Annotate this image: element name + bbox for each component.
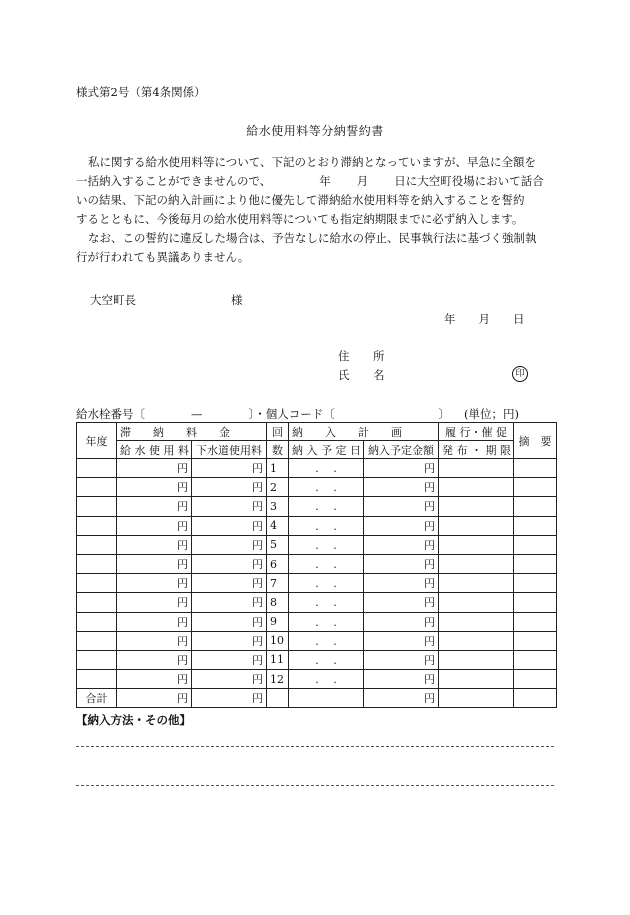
name-label: 氏 名 (338, 368, 391, 382)
table-header-row-1 (77, 423, 557, 441)
remarks-cell[interactable] (514, 631, 557, 650)
header-count-bottom: 数 (267, 441, 289, 459)
scheduled-date-cell[interactable]: . . (289, 535, 364, 554)
scheduled-date-cell[interactable]: . . (289, 554, 364, 573)
header-arrears: 滞 納 料 金 (117, 423, 267, 441)
scheduled-amount-cell[interactable]: 円 (364, 631, 439, 650)
performance-cell[interactable] (439, 670, 514, 689)
table-row (77, 478, 557, 497)
water-fee-cell[interactable]: 円 (117, 574, 192, 593)
sewer-fee-cell[interactable]: 円 (192, 478, 267, 497)
sewer-fee-cell[interactable]: 円 (192, 554, 267, 573)
seal-mark: 印 (512, 366, 528, 382)
pledge-line-3: いの結果、下記の納入計画により他に優先して滞納給水使用料等を納入することを誓約 (76, 193, 525, 207)
payment-method-heading: 【納入方法・その他】 (76, 713, 191, 727)
water-fee-cell[interactable]: 円 (117, 459, 192, 478)
header-scheduled-date: 納 入 予 定 日 (289, 441, 364, 459)
header-scheduled-amount: 納入予定金額 (364, 441, 439, 459)
pledge-line-2: 一括納入することができませんので、 年 月 日に大空町役場において話合 (76, 174, 544, 188)
performance-cell[interactable] (439, 650, 514, 669)
dotted-line-2[interactable] (76, 785, 554, 786)
year-cell[interactable] (77, 612, 117, 631)
remarks-cell[interactable] (514, 670, 557, 689)
water-fee-cell[interactable]: 円 (117, 612, 192, 631)
scheduled-amount-cell[interactable]: 円 (364, 650, 439, 669)
performance-cell[interactable] (439, 516, 514, 535)
table-row (77, 574, 557, 593)
scheduled-date-cell[interactable]: . . (289, 459, 364, 478)
water-fee-cell[interactable]: 円 (117, 535, 192, 554)
total-performance-cell (439, 689, 514, 708)
water-fee-cell[interactable]: 円 (117, 631, 192, 650)
total-water-fee[interactable]: 円 (117, 689, 192, 708)
header-sewer-fee: 下水道使用料 (192, 441, 267, 459)
installment-number: 8 (267, 593, 289, 612)
table-row (77, 631, 557, 650)
water-fee-cell[interactable]: 円 (117, 650, 192, 669)
scheduled-amount-cell[interactable]: 円 (364, 593, 439, 612)
remarks-cell[interactable] (514, 650, 557, 669)
scheduled-amount-cell[interactable]: 円 (364, 612, 439, 631)
sewer-fee-cell[interactable]: 円 (192, 459, 267, 478)
water-fee-cell[interactable]: 円 (117, 478, 192, 497)
scheduled-date-cell[interactable]: . . (289, 574, 364, 593)
payment-schedule-table (76, 422, 557, 708)
total-count-cell (267, 689, 289, 708)
year-cell[interactable] (77, 459, 117, 478)
header-water-fee: 給 水 使 用 料 (117, 441, 192, 459)
sewer-fee-cell[interactable]: 円 (192, 574, 267, 593)
remarks-cell[interactable] (514, 593, 557, 612)
installment-number: 9 (267, 612, 289, 631)
scheduled-amount-cell[interactable]: 円 (364, 670, 439, 689)
performance-cell[interactable] (439, 535, 514, 554)
scheduled-date-cell[interactable]: . . (289, 612, 364, 631)
installment-number: 7 (267, 574, 289, 593)
header-performance-top: 履 行・催 促 (439, 423, 514, 441)
scheduled-amount-cell[interactable]: 円 (364, 535, 439, 554)
meter-code-line: 給水栓番号〔 — 〕・個人コード〔 〕 (76, 407, 450, 421)
table-row (77, 459, 557, 478)
dotted-line-1[interactable] (76, 746, 554, 747)
year-cell[interactable] (77, 497, 117, 516)
header-plan: 納 入 計 画 (289, 423, 439, 441)
table-row (77, 554, 557, 573)
installment-number: 3 (267, 497, 289, 516)
scheduled-date-cell[interactable]: . . (289, 478, 364, 497)
sewer-fee-cell[interactable]: 円 (192, 612, 267, 631)
table-row (77, 593, 557, 612)
year-cell[interactable] (77, 535, 117, 554)
table-row (77, 650, 557, 669)
installment-number: 12 (267, 670, 289, 689)
installment-number: 10 (267, 631, 289, 650)
year-cell[interactable] (77, 574, 117, 593)
installment-number: 11 (267, 650, 289, 669)
header-year: 年度 (77, 423, 117, 459)
sewer-fee-cell[interactable]: 円 (192, 535, 267, 554)
year-cell[interactable] (77, 670, 117, 689)
pledge-line-4: するとともに、今後毎月の給水使用料等についても指定納期限までに必ず納入します。 (76, 212, 524, 226)
performance-cell[interactable] (439, 459, 514, 478)
scheduled-amount-cell[interactable]: 円 (364, 516, 439, 535)
remarks-cell[interactable] (514, 459, 557, 478)
water-fee-cell[interactable]: 円 (117, 554, 192, 573)
year-cell[interactable] (77, 478, 117, 497)
total-date-cell (289, 689, 364, 708)
table-total-row (77, 689, 557, 708)
table-row (77, 612, 557, 631)
year-cell[interactable] (77, 631, 117, 650)
total-sewer-fee[interactable]: 円 (192, 689, 267, 708)
performance-cell[interactable] (439, 478, 514, 497)
table-row (77, 535, 557, 554)
water-fee-cell[interactable]: 円 (117, 670, 192, 689)
year-cell[interactable] (77, 516, 117, 535)
sewer-fee-cell[interactable]: 円 (192, 516, 267, 535)
total-label: 合計 (77, 689, 117, 708)
date-day: 日 (513, 312, 525, 326)
performance-cell[interactable] (439, 631, 514, 650)
scheduled-amount-cell[interactable]: 円 (364, 459, 439, 478)
total-remarks-cell (514, 689, 557, 708)
scheduled-date-cell[interactable]: . . (289, 631, 364, 650)
pledge-body (76, 153, 560, 267)
recipient-honorific: 様 (231, 293, 243, 307)
scheduled-date-cell[interactable]: . . (289, 593, 364, 612)
table-row (77, 516, 557, 535)
year-cell[interactable] (77, 593, 117, 612)
installment-number: 2 (267, 478, 289, 497)
pledge-line-1: 私に関する給水使用料等について、下記のとおり滞納となっていますが、早急に全額を (88, 155, 537, 169)
pledge-line-6: 行が行われても異議ありません。 (76, 250, 250, 264)
year-cell[interactable] (77, 650, 117, 669)
installment-number: 4 (267, 516, 289, 535)
table-row (77, 497, 557, 516)
unit-label: (単位；円) (464, 407, 519, 421)
water-fee-cell[interactable]: 円 (117, 516, 192, 535)
scheduled-amount-cell[interactable]: 円 (364, 554, 439, 573)
date-line (444, 311, 525, 327)
scheduled-date-cell[interactable]: . . (289, 497, 364, 516)
scheduled-amount-cell[interactable]: 円 (364, 497, 439, 516)
installment-number: 6 (267, 554, 289, 573)
performance-cell[interactable] (439, 574, 514, 593)
scheduled-date-cell[interactable]: . . (289, 650, 364, 669)
sewer-fee-cell[interactable]: 円 (192, 497, 267, 516)
sewer-fee-cell[interactable]: 円 (192, 670, 267, 689)
table-row (77, 670, 557, 689)
installment-number: 1 (267, 459, 289, 478)
document-title: 給水使用料等分納誓約書 (246, 124, 384, 138)
recipient-name: 大空町長 (90, 293, 136, 307)
performance-cell[interactable] (439, 612, 514, 631)
scheduled-date-cell[interactable]: . . (289, 516, 364, 535)
water-fee-cell[interactable]: 円 (117, 497, 192, 516)
sewer-fee-cell[interactable]: 円 (192, 650, 267, 669)
remarks-cell[interactable] (514, 478, 557, 497)
form-number: 様式第2号（第4条関係） (76, 85, 206, 99)
installment-number: 5 (267, 535, 289, 554)
pledge-line-5: なお、この誓約に違反した場合は、予告なしに給水の停止、民事執行法に基づく強制執 (88, 231, 537, 245)
sewer-fee-cell[interactable]: 円 (192, 631, 267, 650)
remarks-cell[interactable] (514, 516, 557, 535)
header-remarks: 摘 要 (514, 423, 557, 459)
water-fee-cell[interactable]: 円 (117, 593, 192, 612)
performance-cell[interactable] (439, 497, 514, 516)
remarks-cell[interactable] (514, 497, 557, 516)
scheduled-date-cell[interactable]: . . (289, 670, 364, 689)
remarks-cell[interactable] (514, 535, 557, 554)
header-performance-bottom: 発 布 ・ 期 限 (439, 441, 514, 459)
header-count-top: 回 (267, 423, 289, 441)
year-cell[interactable] (77, 554, 117, 573)
date-month: 月 (478, 312, 490, 326)
remarks-cell[interactable] (514, 574, 557, 593)
scheduled-amount-cell[interactable]: 円 (364, 574, 439, 593)
address-label: 住 所 (338, 349, 391, 363)
sewer-fee-cell[interactable]: 円 (192, 593, 267, 612)
total-scheduled-amount[interactable]: 円 (364, 689, 439, 708)
table-header-row-2 (77, 441, 557, 459)
remarks-cell[interactable] (514, 612, 557, 631)
performance-cell[interactable] (439, 593, 514, 612)
date-year: 年 (444, 312, 456, 326)
performance-cell[interactable] (439, 554, 514, 573)
remarks-cell[interactable] (514, 554, 557, 573)
scheduled-amount-cell[interactable]: 円 (364, 478, 439, 497)
